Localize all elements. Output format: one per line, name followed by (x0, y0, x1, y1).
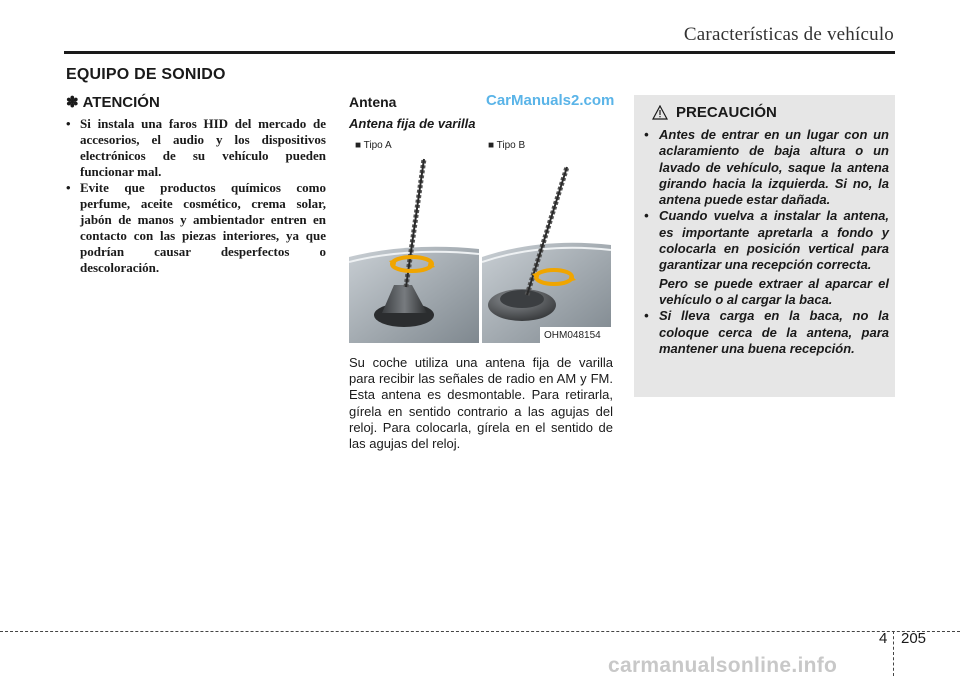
chapter-number: 4 (879, 630, 888, 647)
caution-heading (652, 104, 777, 121)
figure-panel-type-b (482, 137, 611, 343)
caution-box (634, 95, 895, 397)
page-number-separator (893, 631, 895, 676)
footer-rule (0, 631, 960, 632)
attention-item (66, 116, 326, 180)
antenna-subtitle: Antena fija de varilla (349, 116, 476, 131)
caution-item-text: Si lleva carga en la baca, no la coloque cerca de la antena, para mantener una buena recepción. (659, 308, 889, 356)
page-header-title: Características de vehículo (683, 24, 894, 45)
antenna-title: Antena (349, 94, 397, 110)
bullet: • (644, 208, 649, 224)
caution-item (642, 308, 889, 357)
figure-label-type-a: ■ Tipo A (355, 140, 392, 151)
asterisk-icon: ✽ (66, 94, 79, 111)
caution-item-text: Cuando vuelva a instalar la antena, es importante apretarla a fondo y colocarla en posición vertical para garantizar una recepción correcta. (659, 208, 889, 273)
page-number: 205 (901, 630, 927, 647)
figure-code: OHM048154 (544, 330, 601, 341)
warning-triangle-icon (652, 105, 668, 120)
caution-item-text: Antes de entrar en un lugar con un aclaramiento de baja altura o un lavado de vehículo, saque la antena girando hacia la izquierda. Si no, la antena puede estar dañada. (659, 127, 889, 208)
figure-label-type-b: ■ Tipo B (488, 140, 526, 151)
caution-item (642, 127, 889, 208)
figure-panel-type-a (349, 137, 479, 343)
section-title: EQUIPO DE SONIDO (66, 66, 226, 83)
antenna-body-text: Su coche utiliza una antena fija de varilla para recibir las señales de radio en AM y FM. Esta antena es desmontable. Para retirarla, gírela en sentido contrario a las agujas del reloj. Para colocarla, gírela en el sentido de las agujas del reloj. (349, 355, 613, 452)
caution-title: PRECAUCIÓN (676, 104, 777, 121)
bullet: • (644, 127, 649, 142)
bottom-watermark: carmanualsonline.info (608, 654, 838, 677)
watermark-text: CarManuals2.com (486, 92, 615, 109)
attention-item (66, 180, 326, 276)
bullet: • (66, 180, 71, 195)
bullet: • (644, 308, 649, 324)
attention-title: ATENCIÓN (82, 93, 160, 111)
antenna-type-b-illustration (482, 137, 611, 343)
attention-heading (66, 93, 160, 111)
caution-item (642, 208, 889, 308)
attention-item-text: Evite que productos químicos como perfume, aceite cosmético, crema solar, jabón de manos y ambientador entren en contacto con las piezas interiores, ya que podrían causar desperfectos o descoloración. (80, 180, 326, 275)
antenna-figure (349, 137, 611, 343)
attention-list (66, 116, 326, 276)
caution-item-extra: Pero se puede extraer al aparcar el vehículo o al cargar la baca. (659, 275, 889, 307)
caution-list (642, 127, 889, 357)
attention-item-text: Si instala una faros HID del mercado de accesorios, el audio y los dispositivos electrónicos de su vehículo pueden funcionar mal. (80, 116, 326, 179)
header-rule (64, 51, 895, 54)
bullet: • (66, 116, 71, 131)
antenna-type-a-illustration (349, 137, 479, 343)
